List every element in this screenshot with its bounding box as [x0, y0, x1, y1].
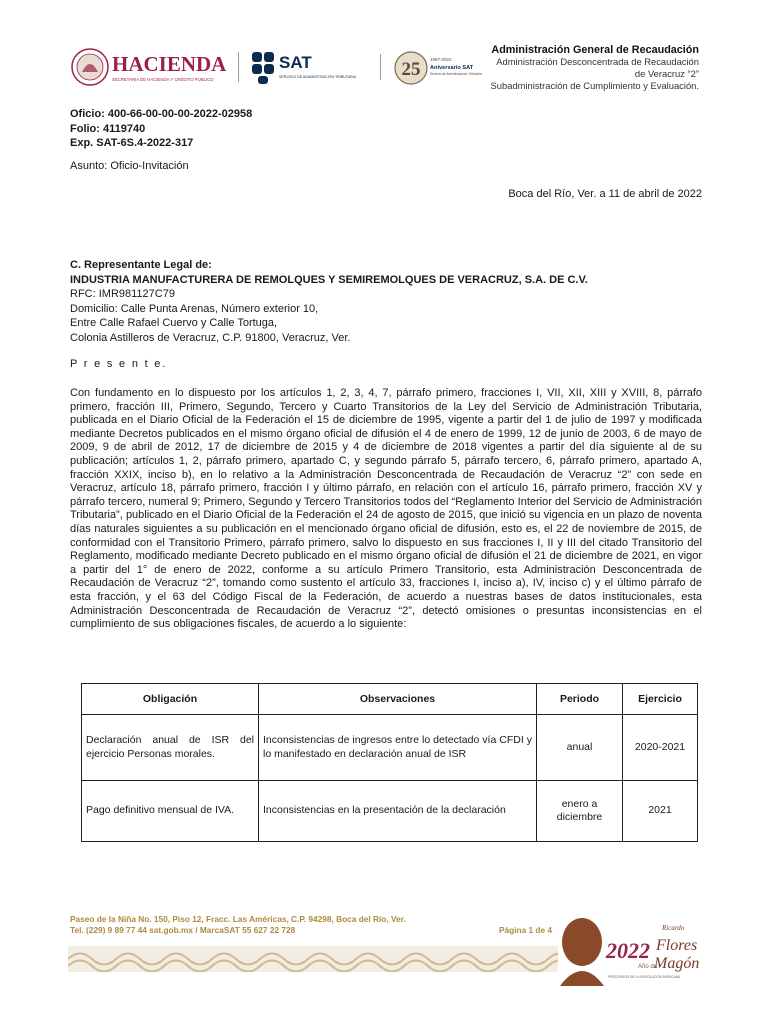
salutation: P r e s e n t e.: [70, 358, 168, 370]
footer-tagline: PRECURSOR DE LA REVOLUCIÓN MEXICANA: [608, 975, 681, 979]
cell-obligacion: Pago definitivo mensual de IVA.: [82, 781, 259, 842]
oficio-number: Oficio: 400-66-00-00-00-2022-02958: [70, 108, 253, 120]
cell-ejercicio: 2021: [623, 781, 698, 842]
hacienda-subtitle: SECRETARÍA DE HACIENDA Y CRÉDITO PÚBLICO: [112, 77, 214, 82]
sat-subtitle: SERVICIO DE ADMINISTRACIÓN TRIBUTARIA: [279, 75, 357, 79]
year-label: Año de: [638, 964, 658, 970]
footer-contact: Tel. (229) 9 89 77 44 sat.gob.mx / MarcaSAT 55 627 22 728: [70, 925, 296, 935]
ricardo-label: Ricardo: [662, 924, 685, 932]
anniversary-logo: [394, 44, 484, 92]
expediente-number: Exp. SAT-6S.4-2022-317: [70, 137, 194, 149]
header-periodo: Periodo: [537, 684, 623, 715]
year-2022: 2022: [606, 938, 650, 963]
table-row: [82, 715, 698, 781]
flores-label: Flores: [656, 937, 698, 954]
agency-line-1: Administración General de Recaudación: [491, 44, 699, 56]
magon-label: Magón: [654, 955, 700, 972]
cell-obligacion: Declaración anual de ISR del ejercicio Personas morales.: [82, 715, 259, 781]
cell-observaciones: Inconsistencias de ingresos entre lo detectado vía CFDI y lo manifestado en declaración anual de ISR: [259, 715, 537, 781]
anniversary-number: 25: [401, 59, 421, 80]
agency-block: [491, 44, 699, 92]
header-obligacion: Obligación: [82, 684, 259, 715]
address-line-1: Domicilio: Calle Punta Arenas, Número exterior 10,: [70, 302, 319, 315]
cell-ejercicio: 2020-2021: [623, 715, 698, 781]
footer-address-block: [70, 914, 406, 936]
footer-address: Paseo de la Niña No. 150, Piso 12, Fracc. Las Américas, C.P. 94298, Boca del Río, Ver.: [70, 914, 406, 924]
decorative-band: [68, 946, 558, 972]
date-line: Boca del Río, Ver. a 11 de abril de 2022: [508, 188, 702, 200]
agency-line-2: Administración Desconcentrada de Recaudación: [496, 56, 699, 67]
hacienda-logo: [70, 46, 230, 88]
cell-observaciones: Inconsistencias en la presentación de la declaración: [259, 781, 537, 842]
flores-magon-emblem: [546, 906, 706, 990]
cell-periodo: enero a diciembre: [537, 781, 623, 842]
agency-line-4: Subadministración de Cumplimiento y Evaluación.: [490, 80, 699, 91]
header-divider: [238, 52, 239, 82]
address-line-3: Colonia Astilleros de Veracruz, C.P. 91800, Veracruz, Ver.: [70, 331, 351, 344]
header-ejercicio: Ejercicio: [623, 684, 698, 715]
header-divider-2: [380, 54, 381, 80]
sat-logo: [250, 48, 365, 86]
address-line-2: Entre Calle Rafael Cuervo y Calle Tortuga,: [70, 317, 278, 329]
anniversary-label: Aniversario SAT: [430, 65, 474, 71]
company-name: INDUSTRIA MANUFACTURERA DE REMOLQUES Y SEMIREMOLQUES DE VERACRUZ, S.A. DE C.V.: [70, 273, 588, 286]
folio-number: Folio: 4119740: [70, 122, 146, 135]
rfc: RFC: IMR981127C79: [70, 288, 175, 300]
page-number: Página 1 de 4: [499, 925, 553, 935]
obligations-table: [81, 683, 698, 842]
addressee-title: C. Representante Legal de:: [70, 259, 212, 271]
anniversary-sub: Servicio de Administración Tributaria: [430, 72, 482, 76]
hacienda-title: HACIENDA: [112, 52, 227, 76]
cell-periodo: anual: [537, 715, 623, 781]
body-paragraph: Con fundamento en lo dispuesto por los artículos 1, 2, 3, 4, 7, párrafo primero, fracciones I, VII, XII, XIII y XVIII, 8, párrafo primero, fracción III, Primero, Segundo, Tercero y Cuarto Transitorios de la Ley del Servicio de Administración Tributaria, publicada en el Diario Oficial de la Federación el 15 de diciembre de 1995, vigente a partir del 1 de julio de 1997 y modificada mediante Decretos publicados en el mismo órgano oficial de difusión el 4 de enero de 1999, 12 de junio de 2003, 6 de mayo de 2009, 9 de abril de 2012, 17 de diciembre de 2015 y 4 de diciembre de 2018 vigentes a partir del día siguiente al de su publicación; artículos 1, 2, párrafo primero, apartado C, y segundo párrafo 5, párrafo tercero, 6, párrafo primero, apartado A, fracción XXIX, inciso b), en lo relativo a la Administración Desconcentrada de Recaudación de Veracruz “2” con sede en Veracruz, artículo 18, párrafo primero, fracción I y último párrafo, en relación con el artículo 16, párrafo primero, fracción XV y párrafo tercero, numeral 9; Primero, Segundo y Tercero Transitorios todos del “Reglamento Interior del Servicio de Administración Tributaria”, publicado en el Diario Oficial de la Federación el 24 de agosto de 2015, que inició su vigencia en un plazo de noventa días naturales siguientes a su publicación en el mencionado órgano oficial de difusión, esto es, el 22 de noviembre de 2015, de conformidad con el Transitorio Primero, párrafo primero, salvo lo dispuesto en sus fracciones I, II y III del citado Transitorio del Reglamento, modificado mediante Decreto publicado en el mismo órgano oficial de difusión el 21 de diciembre de 2021, en vigor a partir del 1° de enero de 2022, conforme a su artículo Primero Transitorio, esta Administración Desconcentrada de Recaudación de Veracruz “2”, tomando como sustento el artículo 33, fracciones I, inciso a), IV, inciso c) y el último párrafo de esta fracción, y el 63 del Código Fiscal de la Federación, de acuerdo a nuestras bases de datos institucionales, esta Administración Desconcentrada de Recaudación de Veracruz “2”, detectó omisiones o presuntas inconsistencias en el cumplimiento de sus obligaciones fiscales, de acuerdo a lo siguiente:: [70, 387, 702, 631]
reference-block: [70, 107, 252, 151]
header-observaciones: Observaciones: [259, 684, 537, 715]
table-header-row: [82, 684, 698, 715]
agency-line-3: de Veracruz “2”: [634, 68, 699, 79]
addressee-block: [70, 258, 588, 345]
anniversary-years: 1997-2022: [430, 57, 452, 62]
sat-title: SAT: [279, 53, 312, 72]
table-row: [82, 781, 698, 842]
subject-line: Asunto: Oficio-Invitación: [70, 160, 189, 172]
